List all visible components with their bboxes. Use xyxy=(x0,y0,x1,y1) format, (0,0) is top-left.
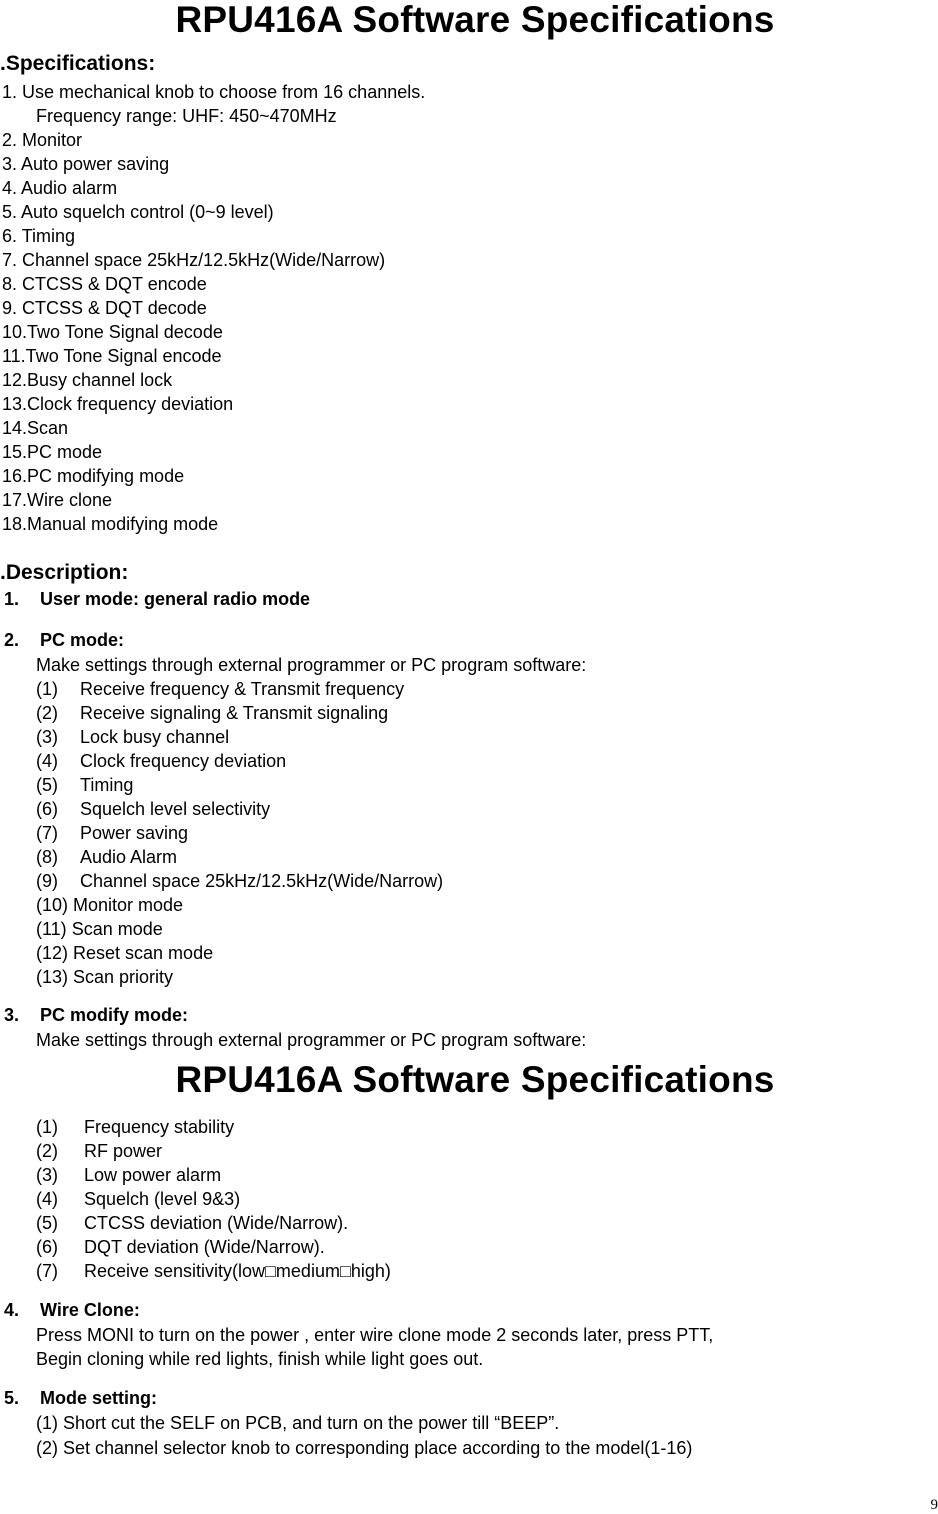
pc-mode-item-text: Channel space 25kHz/12.5kHz(Wide/Narrow) xyxy=(80,871,443,891)
pc-mode-item-number: (3) xyxy=(36,725,80,749)
pc-mode-item-number: (2) xyxy=(36,701,80,725)
pc-modify-mode-item-text: DQT deviation (Wide/Narrow). xyxy=(84,1237,325,1257)
pc-mode-item xyxy=(36,965,173,989)
pc-modify-mode-item-number: (1) xyxy=(36,1115,84,1139)
pc-mode-item-text: Clock frequency deviation xyxy=(80,751,286,771)
spec-item: Frequency range: UHF: 450~470MHz xyxy=(36,104,337,128)
pc-modify-mode-item xyxy=(36,1187,240,1211)
repeated-page-title: RPU416A Software Specifications xyxy=(0,1060,938,1100)
pc-mode-item xyxy=(36,941,213,965)
pc-mode-item-text: Receive signaling & Transmit signaling xyxy=(80,703,388,723)
pc-mode-item xyxy=(36,821,188,845)
spec-item: 10.Two Tone Signal decode xyxy=(2,320,223,344)
spec-item: 17.Wire clone xyxy=(2,488,112,512)
pc-modify-mode-item-number: (4) xyxy=(36,1187,84,1211)
pc-mode-item-text: Scan mode xyxy=(72,919,163,939)
pc-mode-item-text: Receive frequency & Transmit frequency xyxy=(80,679,404,699)
pc-mode-item-number: (8) xyxy=(36,845,80,869)
pc-modify-mode-item-text: Low power alarm xyxy=(84,1165,221,1185)
wire-clone-line: Begin cloning while red lights, finish while light goes out. xyxy=(36,1347,483,1371)
pc-mode-item xyxy=(36,677,404,701)
pc-mode-item-number: (6) xyxy=(36,797,80,821)
pc-mode-intro: Make settings through external programmer or PC program software: xyxy=(36,653,586,677)
user-mode-heading xyxy=(4,587,310,611)
pc-mode-heading xyxy=(4,628,124,652)
spec-item: 8. CTCSS & DQT encode xyxy=(2,272,207,296)
pc-mode-item xyxy=(36,917,163,941)
pc-modify-mode-item-number: (3) xyxy=(36,1163,84,1187)
mode-setting-heading xyxy=(4,1386,157,1410)
wire-clone-heading xyxy=(4,1298,140,1322)
pc-mode-item xyxy=(36,845,177,869)
spec-item: 4. Audio alarm xyxy=(2,176,117,200)
pc-mode-item xyxy=(36,749,286,773)
pc-mode-item-number: (13) xyxy=(36,965,68,989)
mode-setting-line: (1) Short cut the SELF on PCB, and turn on the power till “BEEP”. xyxy=(36,1411,559,1435)
pc-modify-mode-item-text: Receive sensitivity(low□medium□high) xyxy=(84,1261,391,1281)
pc-modify-mode-item-text: RF power xyxy=(84,1141,162,1161)
spec-item: 11.Two Tone Signal encode xyxy=(2,344,222,368)
pc-modify-mode-item-number: (5) xyxy=(36,1211,84,1235)
wire-clone-label: Wire Clone: xyxy=(40,1300,140,1320)
pc-modify-mode-item xyxy=(36,1235,325,1259)
spec-item: 3. Auto power saving xyxy=(2,152,169,176)
spec-item: 2. Monitor xyxy=(2,128,82,152)
pc-mode-item-number: (4) xyxy=(36,749,80,773)
pc-modify-mode-intro: Make settings through external programmer or PC program software: xyxy=(36,1028,586,1052)
spec-item: 9. CTCSS & DQT decode xyxy=(2,296,207,320)
pc-modify-mode-item-number: (2) xyxy=(36,1139,84,1163)
spec-item: 18.Manual modifying mode xyxy=(2,512,218,536)
pc-mode-item-number: (1) xyxy=(36,677,80,701)
user-mode-label: User mode: general radio mode xyxy=(40,589,310,609)
pc-modify-mode-item xyxy=(36,1211,348,1235)
pc-modify-mode-item xyxy=(36,1163,221,1187)
page-number: 9 xyxy=(931,1496,938,1514)
spec-item: 6. Timing xyxy=(2,224,75,248)
pc-mode-item-text: Audio Alarm xyxy=(80,847,177,867)
pc-modify-mode-number: 3. xyxy=(4,1003,40,1027)
mode-setting-label: Mode setting: xyxy=(40,1388,157,1408)
pc-modify-mode-item-text: CTCSS deviation (Wide/Narrow). xyxy=(84,1213,348,1233)
pc-modify-mode-item xyxy=(36,1115,234,1139)
pc-mode-item-number: (5) xyxy=(36,773,80,797)
pc-mode-item xyxy=(36,797,270,821)
wire-clone-line: Press MONI to turn on the power , enter wire clone mode 2 seconds later, press PTT, xyxy=(36,1323,713,1347)
spec-item: 5. Auto squelch control (0~9 level) xyxy=(2,200,274,224)
spec-item: 16.PC modifying mode xyxy=(2,464,184,488)
pc-modify-mode-label: PC modify mode: xyxy=(40,1005,188,1025)
mode-setting-line: (2) Set channel selector knob to corresponding place according to the model(1-16) xyxy=(36,1436,692,1460)
pc-modify-mode-item xyxy=(36,1259,391,1283)
spec-item: 13.Clock frequency deviation xyxy=(2,392,233,416)
pc-mode-item-text: Squelch level selectivity xyxy=(80,799,270,819)
pc-mode-item-text: Power saving xyxy=(80,823,188,843)
pc-mode-item-number: (10) xyxy=(36,893,68,917)
mode-setting-number: 5. xyxy=(4,1386,40,1410)
spec-item: 7. Channel space 25kHz/12.5kHz(Wide/Narrow) xyxy=(2,248,385,272)
pc-modify-mode-heading xyxy=(4,1003,188,1027)
pc-mode-item xyxy=(36,773,133,797)
pc-mode-item-number: (9) xyxy=(36,869,80,893)
wire-clone-number: 4. xyxy=(4,1298,40,1322)
spec-item: 14.Scan xyxy=(2,416,68,440)
pc-mode-item-text: Scan priority xyxy=(73,967,173,987)
pc-modify-mode-item-text: Frequency stability xyxy=(84,1117,234,1137)
pc-mode-item xyxy=(36,701,388,725)
pc-mode-item xyxy=(36,893,183,917)
pc-mode-label: PC mode: xyxy=(40,630,124,650)
pc-mode-item-text: Timing xyxy=(80,775,133,795)
spec-item: 12.Busy channel lock xyxy=(2,368,172,392)
user-mode-number: 1. xyxy=(4,587,40,611)
specifications-heading: .Specifications: xyxy=(0,52,155,76)
pc-mode-item-number: (7) xyxy=(36,821,80,845)
spec-item: 15.PC mode xyxy=(2,440,102,464)
pc-mode-item xyxy=(36,869,443,893)
pc-mode-item xyxy=(36,725,229,749)
spec-item: 1. Use mechanical knob to choose from 16 channels. xyxy=(2,80,425,104)
pc-modify-mode-item xyxy=(36,1139,162,1163)
pc-mode-item-text: Lock busy channel xyxy=(80,727,229,747)
pc-modify-mode-item-text: Squelch (level 9&3) xyxy=(84,1189,240,1209)
description-heading: .Description: xyxy=(0,561,128,585)
pc-mode-number: 2. xyxy=(4,628,40,652)
pc-modify-mode-item-number: (6) xyxy=(36,1235,84,1259)
pc-mode-item-number: (11) xyxy=(36,917,67,941)
pc-mode-item-number: (12) xyxy=(36,941,68,965)
pc-mode-item-text: Reset scan mode xyxy=(73,943,213,963)
page-title: RPU416A Software Specifications xyxy=(0,0,938,40)
pc-modify-mode-item-number: (7) xyxy=(36,1259,84,1283)
pc-mode-item-text: Monitor mode xyxy=(73,895,183,915)
